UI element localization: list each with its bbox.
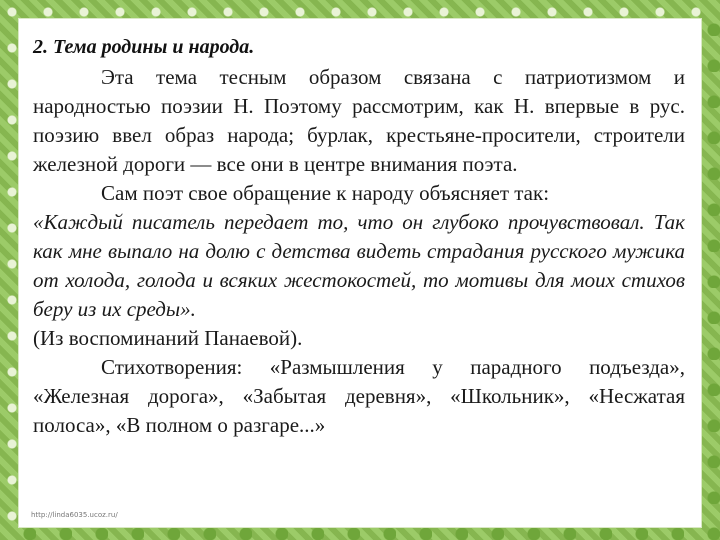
slide [18, 18, 702, 528]
paragraph-poems: Стихотворения: «Размышления у парадного подъезда», «Железная дорога», «Забытая деревня», «Школьник», «Несжатая полоса», «В полном о разгаре...» [33, 355, 685, 437]
source-url[interactable]: http://linda6035.ucoz.ru/ [31, 511, 118, 519]
section-title: 2. Тема родины и народа. [33, 36, 255, 58]
slide-content [33, 33, 685, 440]
paragraph-quote-intro: Сам поэт свое обращение к народу объясняет так: [101, 181, 550, 205]
nekrasov-quote: «Каждый писатель передает то, что он глубоко прочувствовал. Так как мне выпало на долю с детства видеть страдания русского мужика от холода, голода и всяких жестокостей, то мотивы для моих стихов беру из их среды». [33, 210, 685, 321]
quote-source: (Из воспоминаний Панаевой). [33, 326, 303, 350]
paragraph-intro: Эта тема тесным образом связана с патриотизмом и народностью поэзии Н. Поэтому рассмотрим, как Н. впервые в рус. поэзию ввел образ народа; бурлак, крестьяне-просители, строители железной дороги — все они в центре внимания поэта. [33, 65, 685, 176]
